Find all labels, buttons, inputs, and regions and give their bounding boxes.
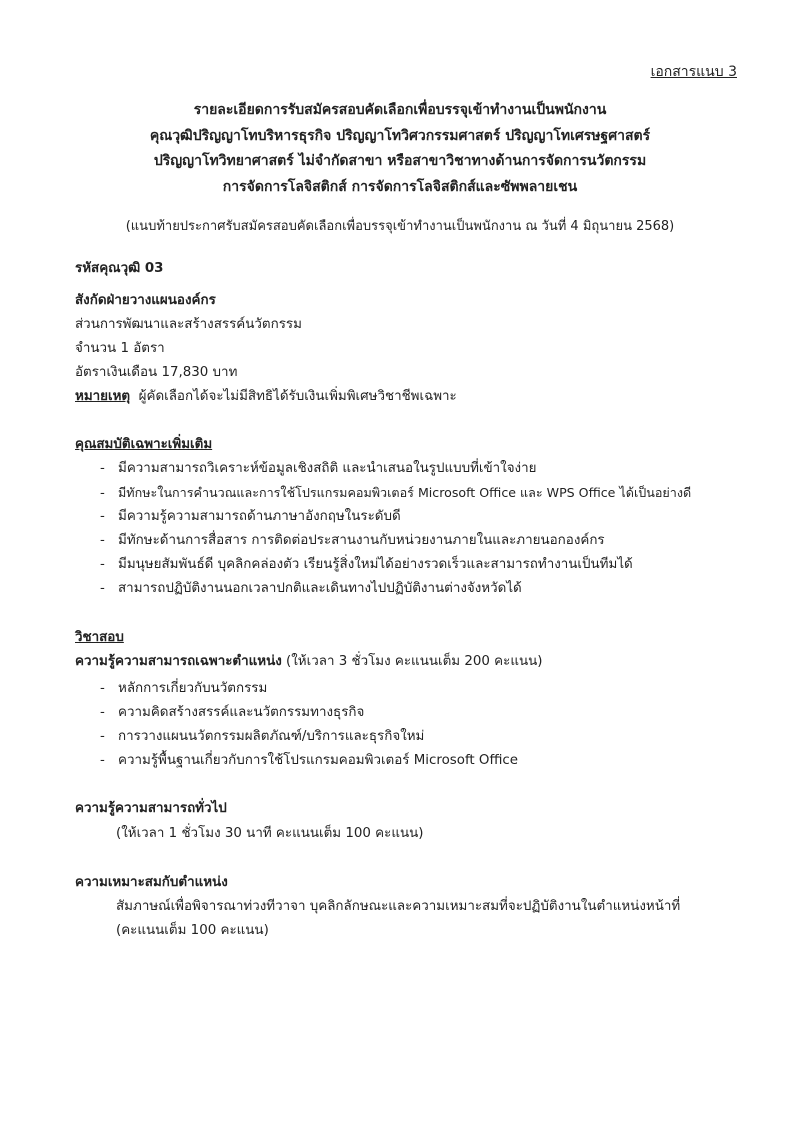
general-knowledge-note: (ให้เวลา 1 ชั่วโมง 30 นาที คะแนนเต็ม 100 คะแนน) bbox=[116, 826, 424, 841]
qualification-item: - มีมนุษยสัมพันธ์ดี บุคลิกคล่องตัว เรียนรู้สิ่งใหม่ได้อย่างรวดเร็วและสามารถทำงานเป็นทีมได้ bbox=[100, 557, 633, 572]
qualification-item: - มีทักษะด้านการสื่อสาร การติดต่อประสานงานกับหน่วยงานภายในและภายนอกองค์กร bbox=[100, 533, 605, 548]
qualification-code: รหัสคุณวุฒิ 03 bbox=[75, 261, 164, 276]
qualification-item: - มีทักษะในการคำนวณและการใช้โปรแกรมคอมพิวเตอร์ Microsoft Office และ WPS Office ได้เป็นอย่างดี bbox=[100, 485, 692, 501]
suitability-note: (คะแนนเต็ม 100 คะแนน) bbox=[116, 923, 269, 938]
suitability-text: สัมภาษณ์เพื่อพิจารณาท่วงทีวาจา บุคลิกลักษณะและความเหมาะสมที่จะปฏิบัติงานในตำแหน่งหน้าที่ bbox=[116, 899, 681, 914]
salary: อัตราเงินเดือน 17,830 บาท bbox=[75, 365, 238, 380]
title-line: รายละเอียดการรับสมัครสอบคัดเลือกเพื่อบรรจุเข้าทำงานเป็นพนักงาน bbox=[193, 102, 607, 118]
remark bbox=[75, 388, 457, 406]
title-line: คุณวุฒิปริญญาโทบริหารธุรกิจ ปริญญาโทวิศวกรรมศาสตร์ ปริญญาโทเศรษฐศาสตร์ bbox=[149, 127, 651, 144]
title-line: ปริญญาโทวิทยาศาสตร์ ไม่จำกัดสาขา หรือสาขาวิชาทางด้านการจัดการนวัตกรรม bbox=[153, 153, 647, 169]
remark-label: หมายเหตุ bbox=[75, 389, 131, 404]
general-knowledge-heading: ความรู้ความสามารถทั่วไป bbox=[75, 801, 227, 816]
exam-topic-item: - การวางแผนนวัตกรรมผลิตภัณฑ์/บริการและธุรกิจใหม่ bbox=[100, 729, 425, 744]
suitability-heading: ความเหมาะสมกับตำแหน่ง bbox=[75, 875, 228, 890]
document-title bbox=[0, 98, 800, 200]
remark-text: ผู้คัดเลือกได้จะไม่มีสิทธิได้รับเงินเพิ่มพิเศษวิชาชีพเฉพาะ bbox=[138, 389, 457, 404]
qualification-item: - มีความรู้ความสามารถด้านภาษาอังกฤษในระดับดี bbox=[100, 509, 401, 524]
qualification-item: - มีความสามารถวิเคราะห์ข้อมูลเชิงสถิติ และนำเสนอในรูปแบบที่เข้าใจง่าย bbox=[100, 461, 537, 476]
attachment-label: เอกสารแนบ 3 bbox=[650, 64, 737, 80]
specific-note: (ให้เวลา 3 ชั่วโมง คะแนนเต็ม 200 คะแนน) bbox=[286, 654, 543, 669]
specific-heading: ความรู้ความสามารถเฉพาะตำแหน่ง bbox=[75, 654, 282, 669]
title-line: การจัดการโลจิสติกส์ การจัดการโลจิสติกส์และซัพพลายเชน bbox=[222, 178, 578, 195]
exam-topic-item: - ความรู้พื้นฐานเกี่ยวกับการใช้โปรแกรมคอมพิวเตอร์ Microsoft Office bbox=[100, 753, 519, 768]
exam-heading: วิชาสอบ bbox=[75, 630, 124, 645]
exam-topic-item: - หลักการเกี่ยวกับนวัตกรรม bbox=[100, 681, 268, 696]
announcement-note: (แนบท้ายประกาศรับสมัครสอบคัดเลือกเพื่อบรรจุเข้าทำงานเป็นพนักงาน ณ วันที่ 4 มิถุนายน 2568) bbox=[125, 219, 675, 234]
position-count: จำนวน 1 อัตรา bbox=[75, 341, 165, 356]
exam-topic-item: - ความคิดสร้างสรรค์และนวัตกรรมทางธุรกิจ bbox=[100, 705, 365, 720]
specific-knowledge bbox=[75, 653, 542, 671]
department: สังกัดฝ่ายวางแผนองค์กร bbox=[75, 293, 216, 308]
qualifications-heading: คุณสมบัติเฉพาะเพิ่มเติม bbox=[75, 437, 213, 452]
division: ส่วนการพัฒนาและสร้างสรรค์นวัตกรรม bbox=[75, 317, 302, 332]
qualification-item: - สามารถปฏิบัติงานนอกเวลาปกติและเดินทางไปปฏิบัติงานต่างจังหวัดได้ bbox=[100, 581, 522, 596]
